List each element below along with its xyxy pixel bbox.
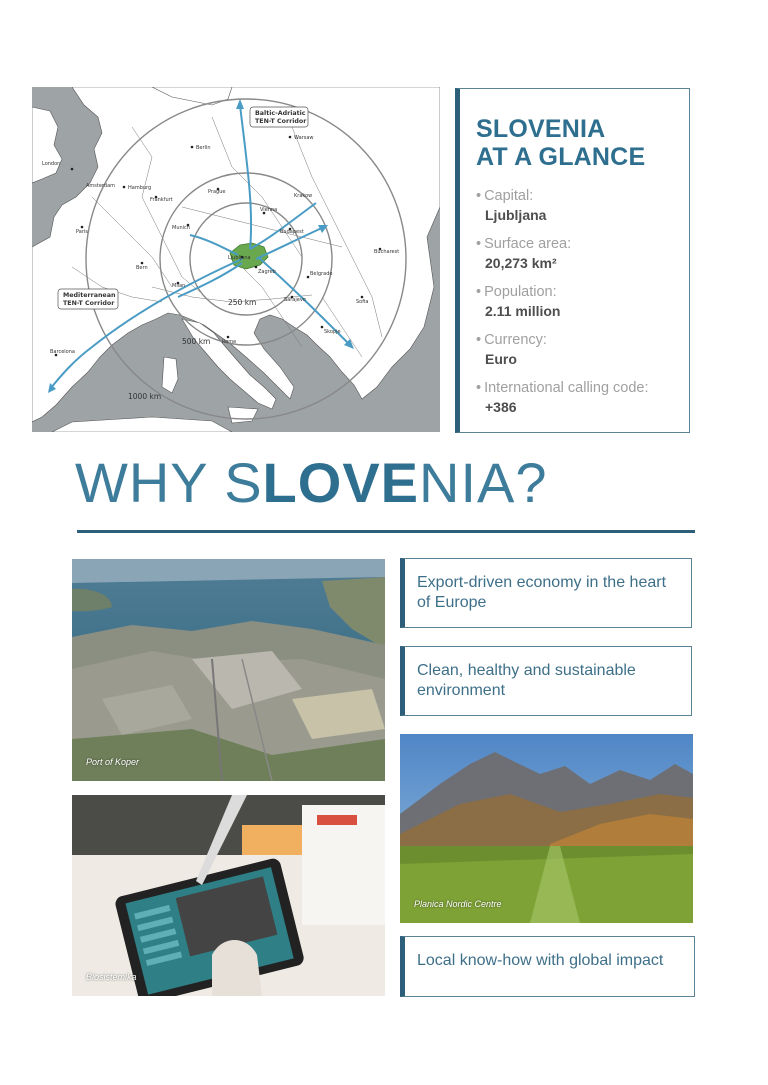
- port-aerial-image: [72, 559, 385, 781]
- svg-text:Mediterranean: Mediterranean: [63, 292, 116, 299]
- city-label: Zagreb: [258, 269, 276, 275]
- city-label: Skopje: [324, 329, 341, 335]
- bullet: •: [476, 380, 482, 396]
- city-label: Warsaw: [294, 135, 314, 141]
- city-label: Hamburg: [128, 185, 152, 191]
- city-label: Belgrade: [310, 271, 333, 277]
- city-label: Prague: [208, 189, 226, 195]
- photo-caption: Planica Nordic Centre: [414, 899, 502, 909]
- city-label: Ljubljana: [228, 255, 251, 261]
- map-land-africa: [52, 417, 232, 432]
- baltic-adriatic-label: [250, 107, 308, 127]
- city-label: Amsterdam: [86, 183, 116, 189]
- bullet: •: [476, 284, 482, 300]
- glance-title-line2: AT A GLANCE: [476, 143, 646, 171]
- city-label: Budapest: [280, 229, 304, 235]
- heading-part2: LOVE: [262, 451, 420, 514]
- svg-text:TEN-T Corridor: TEN-T Corridor: [63, 300, 115, 307]
- photo-planica: [400, 734, 693, 923]
- ring-label-1000: 1000 km: [128, 392, 162, 401]
- city-label: Paris: [76, 229, 88, 235]
- map-land-britain: [32, 107, 62, 183]
- fact-value: +386: [485, 399, 517, 415]
- fact-calling-code: [476, 379, 689, 417]
- photo-caption: Port of Koper: [86, 757, 140, 767]
- bullet: •: [476, 236, 482, 252]
- city-label: Milan: [172, 283, 186, 289]
- glance-title-line1: SLOVENIA: [476, 115, 606, 143]
- city-label: London: [42, 161, 61, 167]
- glance-title: [476, 115, 689, 171]
- heading-part1: WHY S: [75, 451, 263, 514]
- lab-tablet-image: [72, 795, 385, 996]
- city-label: Vienna: [260, 207, 278, 213]
- city-label: Bucharest: [374, 249, 400, 255]
- photo-caption: Biosistemika: [86, 972, 137, 982]
- fact-label: Population:: [484, 284, 557, 300]
- city-label: Bern: [136, 265, 148, 271]
- svg-text:Baltic-Adriatic: Baltic-Adriatic: [255, 110, 306, 117]
- fact-label: Capital:: [484, 188, 534, 204]
- city-label: Frankfurt: [150, 197, 173, 203]
- why-slovenia-heading: [75, 450, 548, 515]
- heading-part3: NIA?: [419, 451, 548, 514]
- map-land-sardinia: [162, 357, 178, 393]
- fact-label: Currency:: [484, 332, 547, 348]
- ring-label-500: 500 km: [182, 337, 211, 346]
- glance-panel: [455, 88, 690, 433]
- photo-biosistemika: [72, 795, 385, 996]
- fact-currency: [476, 331, 689, 369]
- map-land-sicily: [228, 407, 258, 423]
- svg-text:TEN-T Corridor: TEN-T Corridor: [255, 118, 307, 125]
- city-label: Sarajevo: [284, 297, 306, 303]
- fact-value: 20,273 km²: [485, 255, 557, 271]
- europe-map: [32, 87, 440, 432]
- city-label: Barcelona: [50, 349, 75, 355]
- city-label: Rome: [222, 339, 237, 345]
- ring-label-250: 250 km: [228, 298, 257, 307]
- city-label: Munich: [172, 225, 190, 231]
- fact-label: Surface area:: [484, 236, 572, 252]
- fact-surface-area: [476, 235, 689, 273]
- feature-local-know-how: [400, 936, 695, 997]
- city-label: Krakow: [294, 193, 313, 199]
- feature-text: Clean, healthy and sustainable environment: [417, 662, 636, 699]
- fact-label: International calling code:: [484, 380, 649, 396]
- fact-population: [476, 283, 689, 321]
- facts-list: [476, 187, 689, 417]
- fact-value: Ljubljana: [485, 207, 547, 223]
- photo-port-of-koper: [72, 559, 385, 781]
- bullet: •: [476, 188, 482, 204]
- fact-capital: [476, 187, 689, 225]
- map-graphic: [32, 87, 440, 432]
- feature-clean-environment: [400, 646, 692, 716]
- feature-text: Local know-how with global impact: [417, 952, 664, 969]
- mediterranean-label: [58, 289, 118, 309]
- heading-rule: [77, 530, 695, 533]
- planica-landscape-image: [400, 734, 693, 923]
- feature-export-economy: [400, 558, 692, 628]
- city-label: Berlin: [196, 145, 211, 151]
- city-label: Sofia: [356, 299, 369, 305]
- feature-text: Export-driven economy in the heart of Europe: [417, 574, 667, 611]
- bullet: •: [476, 332, 482, 348]
- fact-value: 2.11 million: [485, 303, 561, 319]
- fact-value: Euro: [485, 351, 517, 367]
